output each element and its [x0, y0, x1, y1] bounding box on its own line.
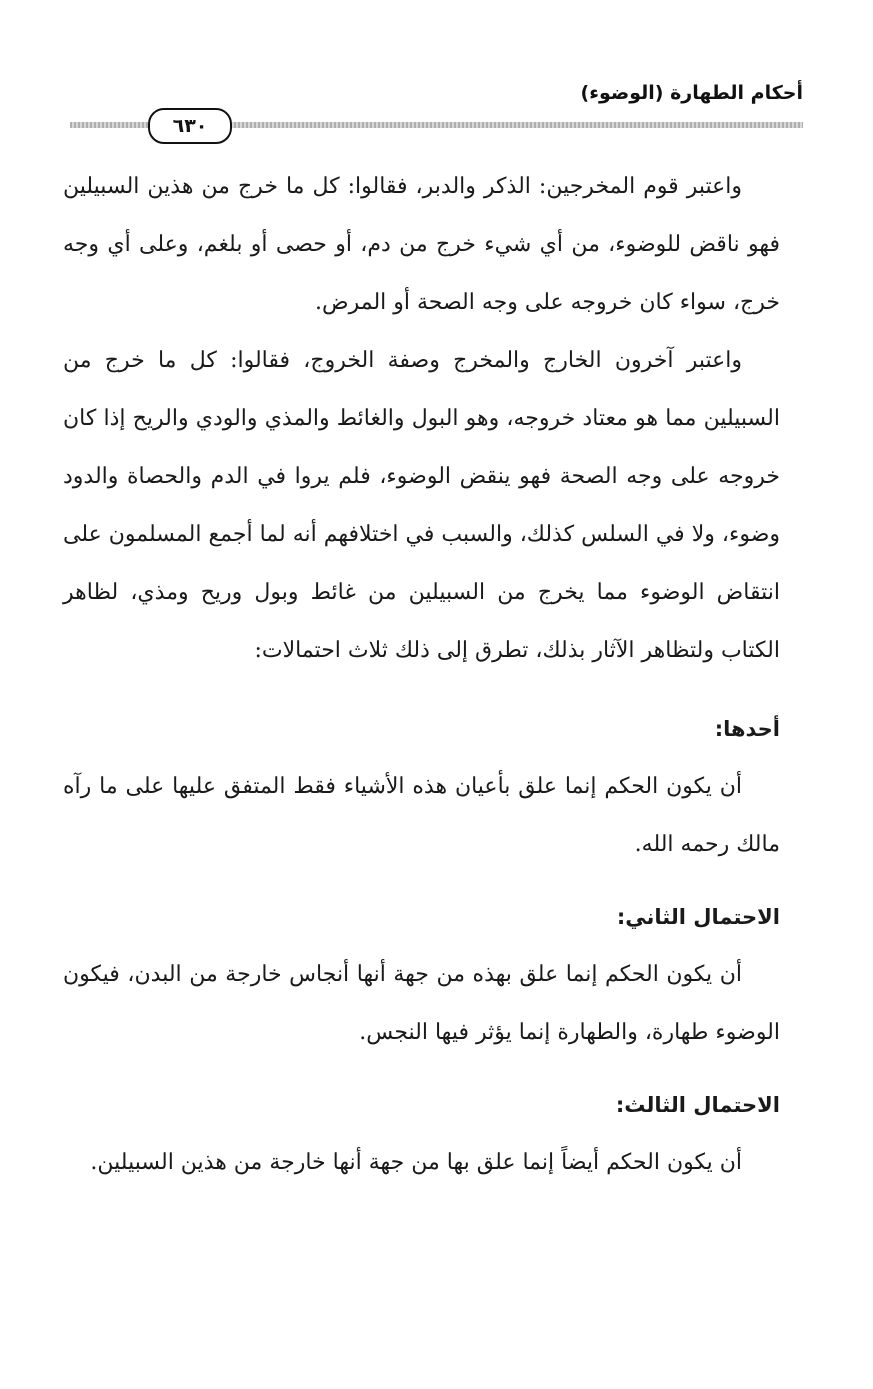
- page-content: [63, 158, 780, 1192]
- paragraph-5: أن يكون الحكم أيضاً إنما علق بها من جهة أنها خارجة من هذين السبيلين.: [90, 1150, 742, 1175]
- page-number-frame: [148, 108, 232, 144]
- heading-second: الاحتمال الثاني:: [616, 905, 780, 929]
- paragraph-4: أن يكون الحكم إنما علق بهذه من جهة أنها أنجاس خارجة من البدن، فيكون الوضوء طهارة، والطهارة إنما يؤثر فيها النجس.: [63, 962, 780, 1045]
- heading-first: أحدها:: [714, 717, 780, 741]
- heading-third: الاحتمال الثالث:: [615, 1093, 780, 1117]
- running-title: أحكام الطهارة (الوضوء): [580, 82, 803, 104]
- page-header: [70, 70, 803, 140]
- spacer: [63, 874, 780, 888]
- paragraph-1: واعتبر قوم المخرجين: الذكر والدبر، فقالوا: كل ما خرج من هذين السبيلين فهو ناقض للوضوء، من أي شيء خرج من دم، أو حصى أو بلغم، وعلى أي وجه خرج، سواء كان خروجه على وجه الصحة أو المرض.: [63, 174, 780, 315]
- spacer: [63, 1062, 780, 1076]
- paragraph-3: أن يكون الحكم إنما علق بأعيان هذه الأشياء فقط المتفق عليها على ما رآه مالك رحمه الله.: [63, 774, 780, 857]
- page-number: ٦٣٠: [172, 115, 208, 137]
- spacer: [63, 680, 780, 700]
- paragraph-2: واعتبر آخرون الخارج والمخرج وصفة الخروج، فقالوا: كل ما خرج من السبيلين مما هو معتاد خروجه، وهو البول والغائط والمذي والودي والريح إذا كان خروجه على وجه الصحة فهو ينقض الوضوء، فلم يروا في الدم والحصاة والدود وضوء، ولا في السلس كذلك، والسبب في اختلافهم أنه لما أجمع المسلمون على انتقاض الوضوء مما يخرج من السبيلين من غائط وبول وريح ومذي، لظاهر الكتاب ولتظاهر الآثار بذلك، تطرق إلى ذلك ثلاث احتمالات:: [63, 348, 780, 663]
